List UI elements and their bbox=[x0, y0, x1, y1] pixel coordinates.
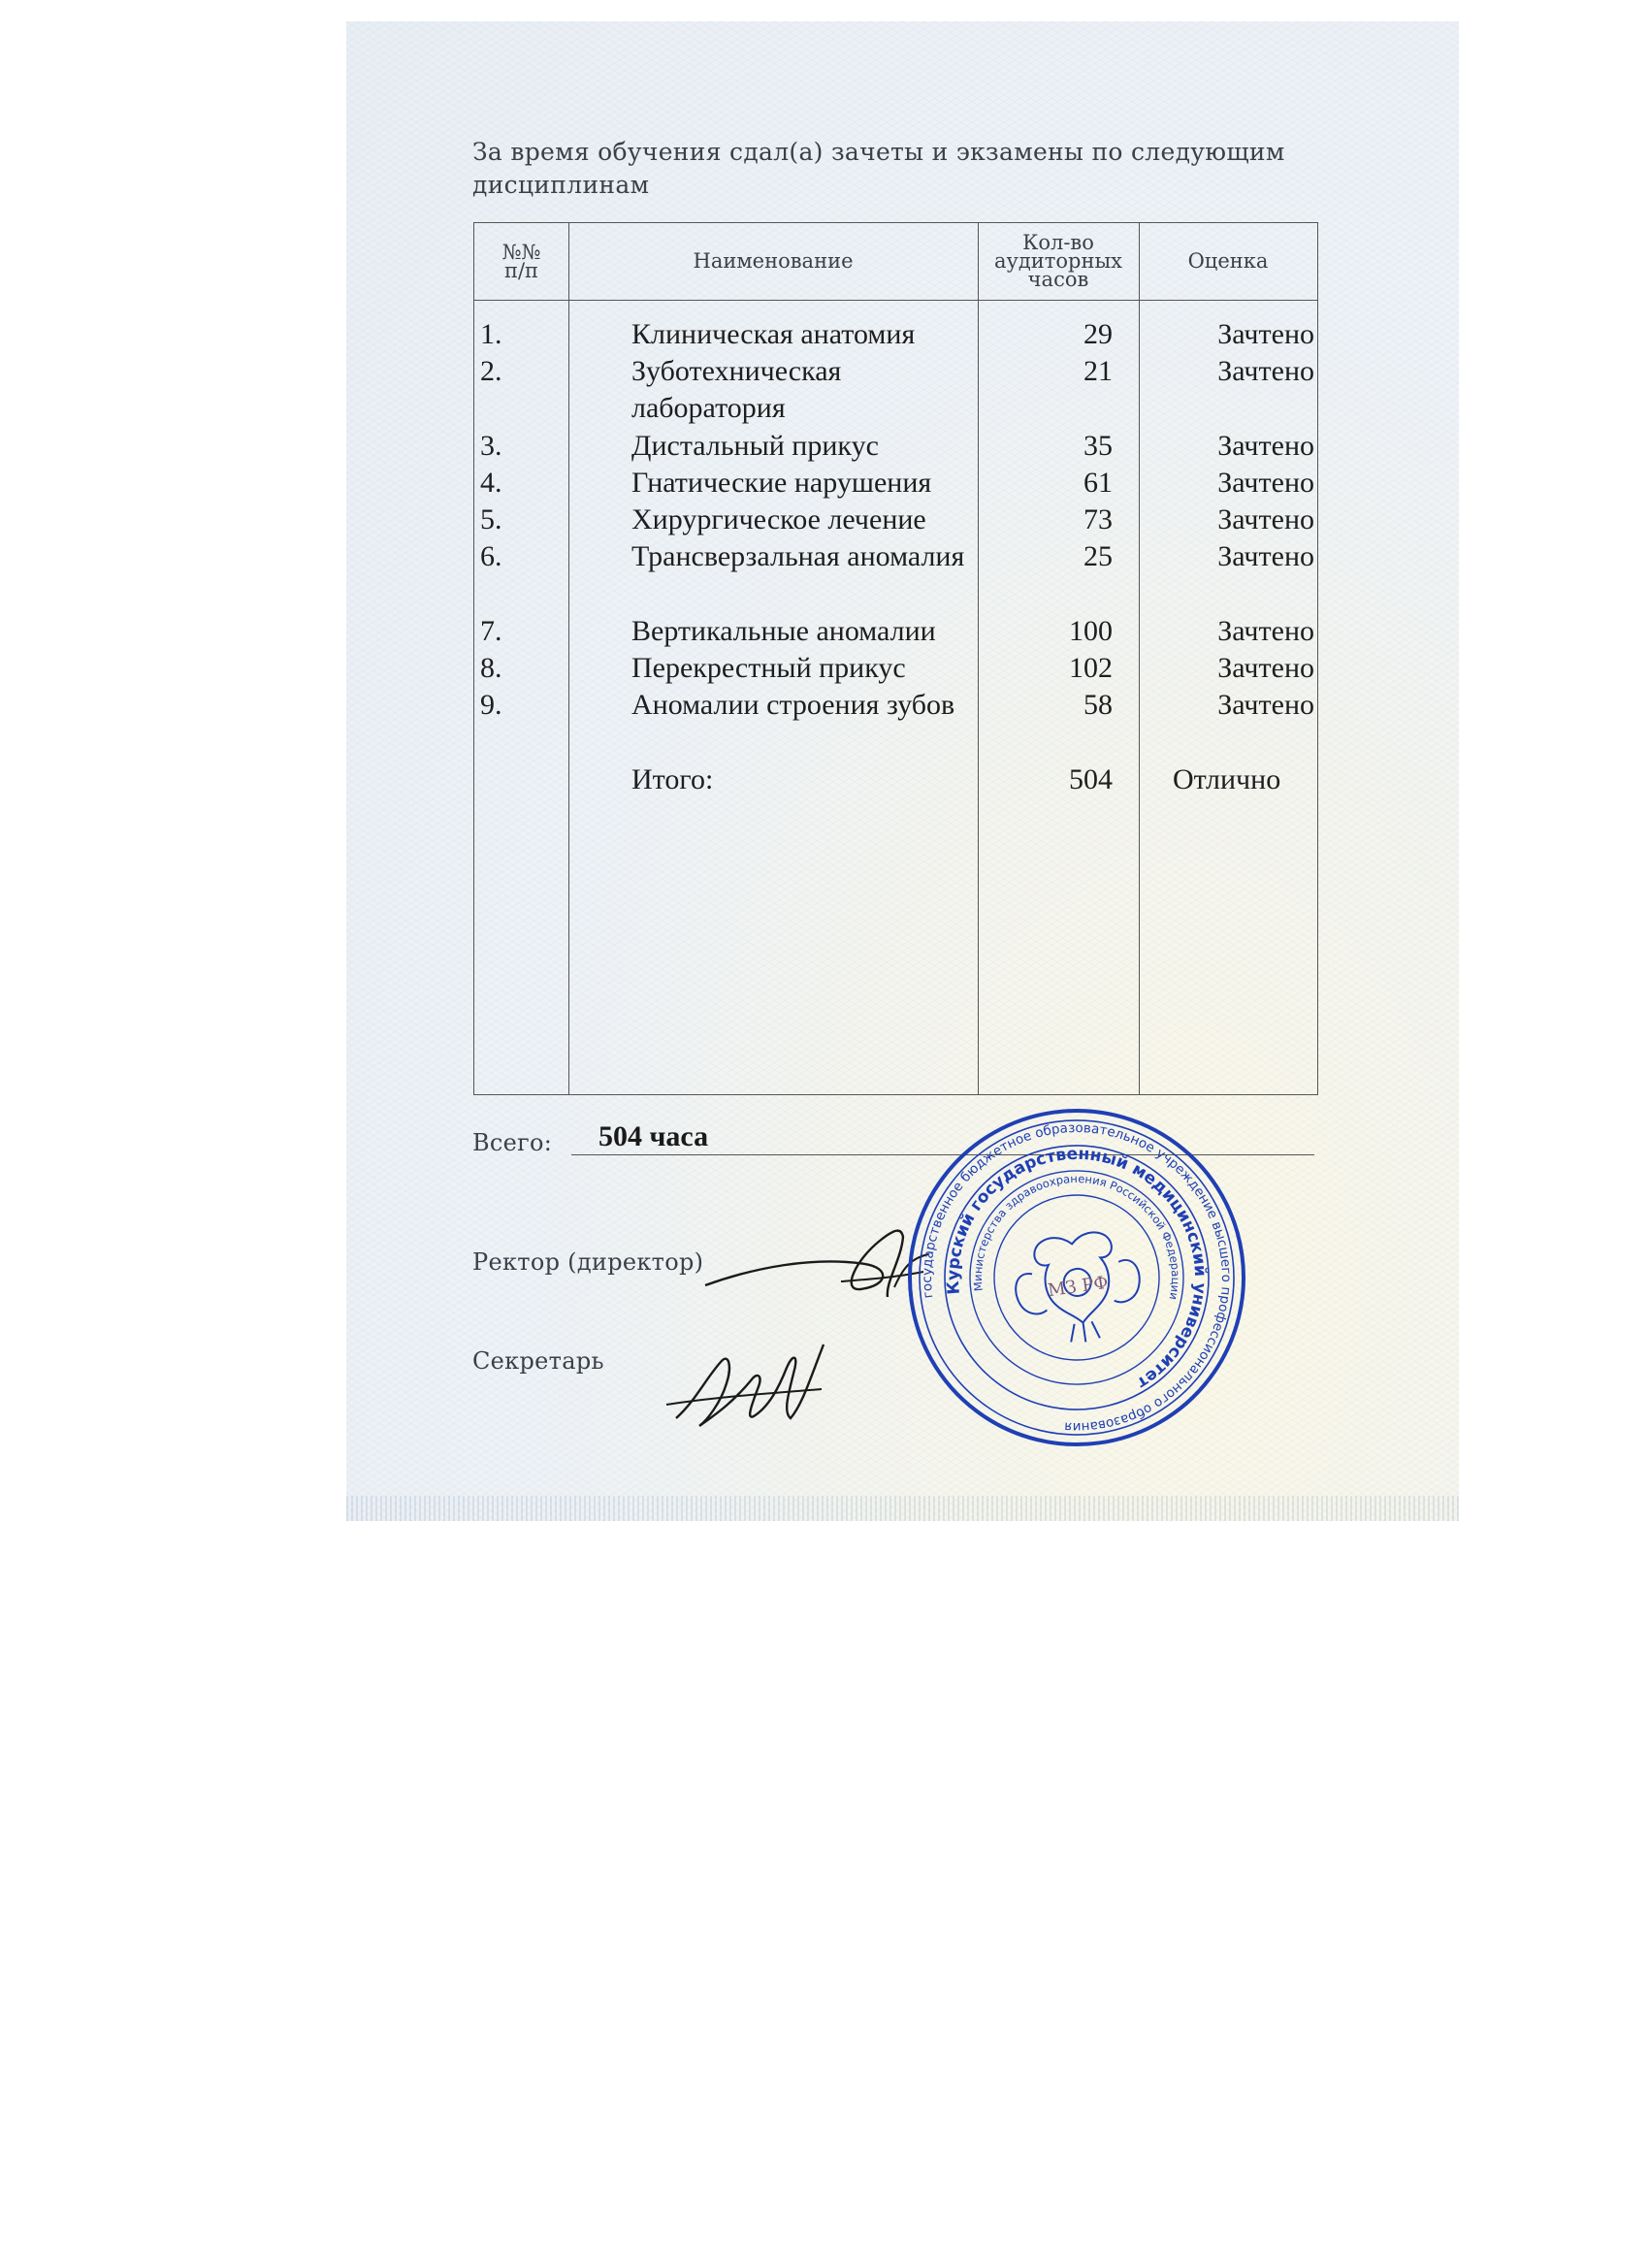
row-num: 3. bbox=[480, 430, 502, 462]
row-name: Дистальный прикус bbox=[631, 430, 879, 462]
row-num: 7. bbox=[480, 615, 502, 647]
certificate-sheet bbox=[346, 21, 1459, 1521]
row-name: Вертикальные аномалии bbox=[631, 615, 936, 647]
stamp-middle-text: Курский государственный медицинский университет bbox=[943, 1144, 1211, 1393]
university-seal-stamp bbox=[897, 1098, 1256, 1457]
row-name: Гнатические нарушения bbox=[631, 467, 932, 499]
secretary-signature bbox=[657, 1312, 851, 1457]
total-grade: Отлично bbox=[1173, 763, 1281, 795]
row-grade: Зачтено bbox=[1217, 689, 1314, 721]
row-hours: 102 bbox=[1069, 652, 1113, 684]
row-grade: Зачтено bbox=[1217, 430, 1314, 462]
row-name: Аномалии строения зубов bbox=[631, 689, 955, 721]
row-hours: 73 bbox=[1083, 503, 1113, 535]
total-hours-value: 504 часа bbox=[598, 1120, 709, 1152]
row-grade: Зачтено bbox=[1217, 615, 1314, 647]
intro-line-2: дисциплинам bbox=[472, 171, 650, 199]
stamp-inner-text: Министерства здравоохранения Российской Федерации bbox=[970, 1171, 1183, 1302]
row-grade: Зачтено bbox=[1217, 652, 1314, 684]
row-name: Клиническая анатомия bbox=[631, 318, 916, 350]
row-name: Перекрестный прикус bbox=[631, 652, 906, 684]
intro-text bbox=[472, 136, 1345, 202]
row-num: 8. bbox=[480, 652, 502, 684]
row-num: 1. bbox=[480, 318, 502, 350]
header-name: Наименование bbox=[693, 249, 854, 273]
row-hours: 25 bbox=[1083, 540, 1113, 572]
row-num: 2. bbox=[480, 355, 502, 387]
total-hours: 504 bbox=[1069, 763, 1113, 795]
row-grade: Зачтено bbox=[1217, 503, 1314, 535]
disciplines-table bbox=[473, 222, 1318, 1095]
intro-line-1: За время обучения сдал(а) зачеты и экзамены по следующим bbox=[472, 138, 1285, 166]
sheet-bottom-border bbox=[346, 1496, 1459, 1521]
row-num: 4. bbox=[480, 467, 502, 499]
row-num: 6. bbox=[480, 540, 502, 572]
row-hours: 29 bbox=[1083, 318, 1113, 350]
row-grade: Зачтено bbox=[1217, 355, 1314, 387]
stamp-outer-text: государственное бюджетное образовательное учреждение высшего профессионального образования bbox=[919, 1119, 1235, 1436]
stamp-center-text: МЗ РФ bbox=[1046, 1272, 1110, 1302]
total-label: Итого: bbox=[631, 763, 714, 795]
row-hours: 35 bbox=[1083, 430, 1113, 462]
row-hours: 58 bbox=[1083, 689, 1113, 721]
header-num: №№ п/п bbox=[501, 240, 541, 282]
row-hours: 61 bbox=[1083, 467, 1113, 499]
row-name: Трансверзальная аномалия bbox=[631, 540, 965, 572]
secretary-label: Секретарь bbox=[472, 1347, 604, 1375]
row-name: Зуботехническая лаборатория bbox=[631, 355, 842, 424]
rector-label: Ректор (директор) bbox=[472, 1248, 704, 1276]
row-grade: Зачтено bbox=[1217, 318, 1314, 350]
row-hours: 100 bbox=[1069, 615, 1113, 647]
total-hours-label: Всего: bbox=[472, 1129, 553, 1156]
header-grade: Оценка bbox=[1187, 249, 1269, 273]
row-grade: Зачтено bbox=[1217, 540, 1314, 572]
row-num: 5. bbox=[480, 503, 502, 535]
header-hours: Кол-во аудиторных часов bbox=[993, 231, 1123, 291]
row-num: 9. bbox=[480, 689, 502, 721]
row-name: Хирургическое лечение bbox=[631, 503, 926, 535]
row-hours: 21 bbox=[1083, 355, 1113, 387]
row-grade: Зачтено bbox=[1217, 467, 1314, 499]
